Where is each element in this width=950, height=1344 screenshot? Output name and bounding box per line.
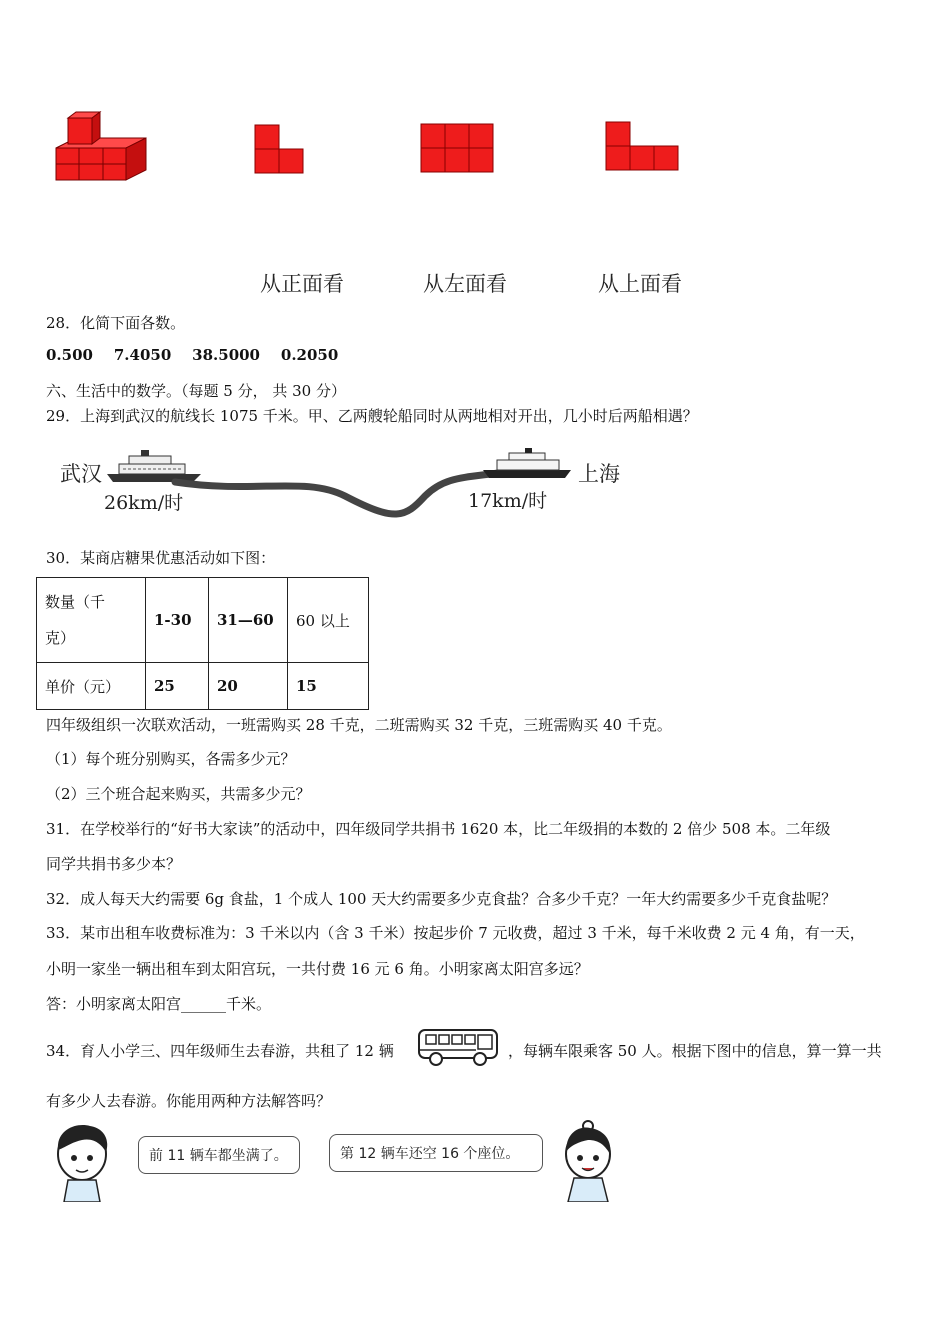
q32-text: 32．成人每天大约需要 6g 食盐，1 个成人 100 天大约需要多少克食盐？合多少千克？一年大约需要多少千克食盐呢？	[46, 890, 837, 908]
table-cell-range-1: 1-30	[146, 578, 209, 663]
q33-line2: 小明一家坐一辆出租车到太阳宫玩，一共付费 16 元 6 角。小明家离太阳宫多远？	[46, 960, 589, 978]
q31-line2: 同学共捐书多少本？	[46, 855, 182, 873]
table-cell-range-3: 60 以上	[288, 578, 369, 663]
table-header-price: 单价（元）	[37, 663, 146, 710]
city-wuhan: 武汉	[60, 462, 102, 486]
speech-bubble-left: 前 11 辆车都坐满了。	[138, 1136, 300, 1174]
top-view-figure	[605, 121, 683, 173]
bus-icon	[416, 1024, 502, 1068]
ship-icon-left	[107, 450, 201, 482]
q28-text: 28．化简下面各数。	[46, 314, 186, 332]
front-view-label: 从正面看	[260, 272, 344, 296]
girl-illustration	[554, 1118, 624, 1202]
ship-icon-right	[483, 448, 571, 478]
q30-text: 30．某商店糖果优惠活动如下图：	[46, 549, 276, 567]
table-cell-price-2: 20	[209, 663, 288, 710]
speed-left: 26km/时	[104, 492, 184, 514]
q30-sub2: （2）三个班合起来购买，共需多少元？	[46, 785, 311, 803]
q28-numbers: 0.500 7.4050 38.5000 0.2050	[46, 346, 339, 364]
q30-description: 四年级组织一次联欢活动，一班需购买 28 千克，二班需购买 32 千克，三班需购买 40 千克。	[46, 716, 672, 734]
table-header-quantity: 数量（千 克）	[37, 578, 146, 663]
boy-illustration	[46, 1120, 122, 1202]
q33-answer: 答：小明家离太阳宫______千米。	[46, 995, 272, 1013]
cube-stack-figure	[52, 108, 152, 184]
speech-bubble-right: 第 12 辆车还空 16 个座位。	[329, 1134, 543, 1172]
left-view-label: 从左面看	[423, 272, 507, 296]
city-shanghai: 上海	[578, 462, 620, 486]
table-cell-range-2: 31—60	[209, 578, 288, 663]
table-cell-price-1: 25	[146, 663, 209, 710]
q34-part1: 34．育人小学三、四年级师生去春游，共租了 12 辆	[46, 1042, 394, 1060]
front-view-figure	[254, 124, 306, 176]
q33-line1: 33．某市出租车收费标准为：3 千米以内（含 3 千米）按起步价 7 元收费，超过 3 千米，每千米收费 2 元 4 角，有一天，	[46, 924, 865, 942]
top-view-label: 从上面看	[598, 272, 682, 296]
speed-right: 17km/时	[468, 490, 548, 512]
q31-line1: 31．在学校举行的“好书大家读”的活动中，四年级同学共捐书 1620 本，比二年级捐的本数的 2 倍少 508 本。二年级	[46, 820, 831, 838]
price-table	[36, 577, 369, 710]
q29-text: 29．上海到武汉的航线长 1075 千米。甲、乙两艘轮船同时从两地相对开出，几小时后两船相遇？	[46, 407, 698, 425]
section6-heading: 六、生活中的数学。（每题 5 分， 共 30 分）	[46, 382, 346, 400]
q34-part2: ，每辆车限乘客 50 人。根据下图中的信息，算一算一共	[508, 1042, 882, 1060]
left-view-figure	[420, 123, 496, 175]
table-cell-price-3: 15	[288, 663, 369, 710]
q34-line2: 有多少人去春游。你能用两种方法解答吗？	[46, 1092, 332, 1110]
q30-sub1: （1）每个班分别购买，各需多少元？	[46, 750, 296, 768]
